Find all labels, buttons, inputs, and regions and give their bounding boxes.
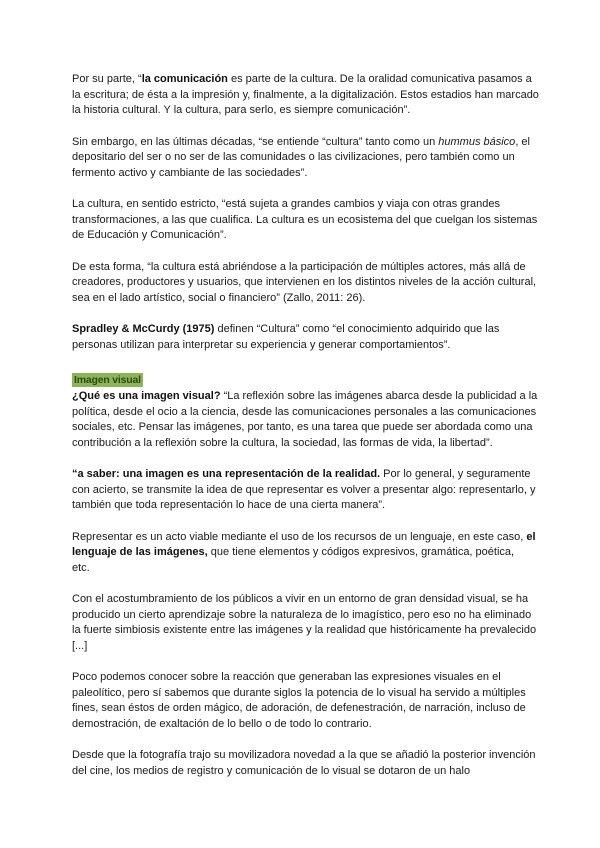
bold-definition: “a saber: una imagen es una representación de la realidad. — [72, 468, 381, 480]
paragraph-cultura-sentido-estricto: La cultura, en sentido estricto, “está sujeta a grandes cambios y viaja con otras grandes transformaciones, a las que cualifica. La cultura es un ecosistema del que cuelgan los sistemas de Educación y Comunicación”. — [72, 198, 538, 241]
paragraph-acostumbramiento: Con el acostumbramiento de los públicos a vivir en un entorno de gran densidad visual, se ha producido un cierto aprendizaje sobre la naturaleza de lo imagístico, pero eso no ha eliminado la fuerte simbiosis existente entre las imágenes y la realidad que históricamente ha prevalecido [...] — [72, 593, 537, 652]
paragraph-comunicacion: Por su parte, “la comunicación es parte de la cultura. De la oralidad comunicativa pasamos a la escritura; de ésta a la impresión y, finalmente, a la digitalización. Estos estadios han marcado la historia cultural. Y la cultura, para serlo, es siempre comunicación”. — [72, 73, 539, 116]
section-heading: Imagen visual — [74, 374, 141, 386]
bold-term: la comunicación — [141, 73, 228, 85]
bold-lenguaje: el lenguaje de las imágenes, — [72, 530, 536, 558]
paragraph-lenguaje: Representar es un acto viable mediante el uso de los recursos de un lenguaje, en este caso, el lenguaje de las imágenes, que tiene elementos y códigos expresivos, gramática, poética, etc. — [72, 530, 536, 574]
paragraph-paleolitico: Poco podemos conocer sobre la reacción que generaban las expresiones visuales en el paleolítico, pero sí sabemos que durante siglos la potencia de lo visual ha servido a múltiples fines, sean éstos de orden mágico, de adoración, de defenestración, de narración, incluso de demostración, de exaltación de lo bello o de todo lo contrario. — [72, 671, 526, 730]
paragraph-participacion: De esta forma, “la cultura está abriéndose a la participación de múltiples actores, más allá de creadores, productores y usuarios, que intervienen en los distintos niveles de la acción cultural, sea en el lado artístico, social o financiero” (Zallo, 2011: 26). — [72, 260, 537, 304]
bold-citation: Spradley & McCurdy (1975) — [72, 323, 215, 335]
italic-term: hummus básico — [438, 135, 516, 148]
paragraph-representacion: “a saber: una imagen es una representación de la realidad. Por lo general, y seguramente con acierto, se transmite la idea de que representar es volver a presentar algo: representarlo, y también que toda representación lo hace de una cierta manera”. — [72, 468, 536, 511]
paragraph-cultura-hummus: Sin embargo, en las últimas décadas, “se entiende “cultura” tanto como un hummus básico, el depositario del ser o no ser de las comunidades o las civilizaciones, pero también como un fermento activo y cambiante de las sociedades”. — [72, 135, 530, 179]
paragraph-fotografia: Desde que la fotografía trajo su movilizadora novedad a la que se añadió la posterior invención del cine, los medios de registro y comunicación de lo visual se dotaron de un halo — [72, 749, 536, 777]
paragraph-que-es-imagen: ¿Qué es una imagen visual? “La reflexión sobre las imágenes abarca desde la publicidad a la política, desde el ocio a la ciencia, desde las comunicaciones personales a las comunicaciones sociales, etc. Pensar las imágenes, por tanto, es una tarea que puede ser abordada como una contribución a la reflexión sobre la cultura, la sociedad, las formas de vida, la libertad”. — [72, 390, 538, 449]
paragraph-spradley: Spradley & McCurdy (1975) definen “Cultura” como “el conocimiento adquirido que las personas utilizan para interpretar su experiencia y generar comportamientos”. — [72, 323, 500, 351]
bold-question: ¿Qué es una imagen visual? — [72, 390, 221, 402]
